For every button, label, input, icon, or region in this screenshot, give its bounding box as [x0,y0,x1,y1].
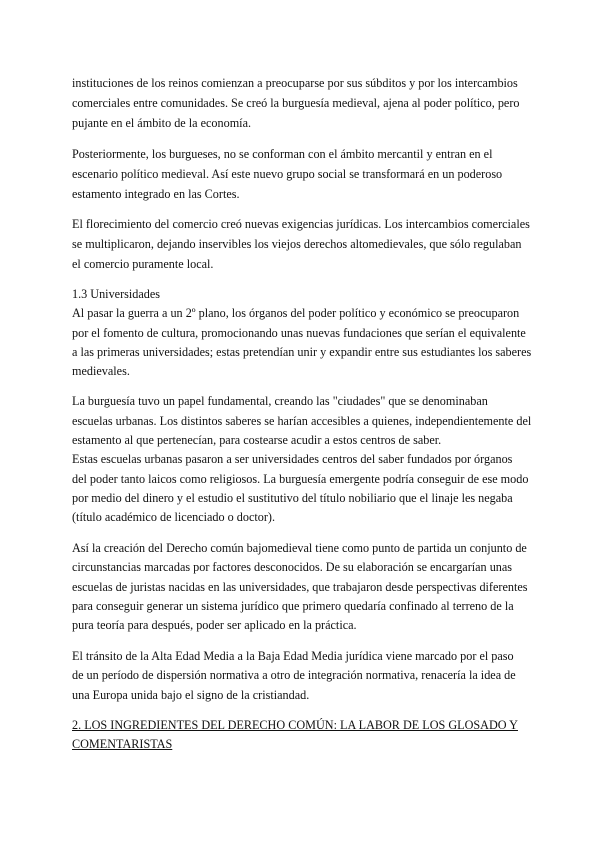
text-line: Al pasar la guerra a un 2º plano, los órganos del poder político y económico se preocuparon [72,306,520,320]
text-line: a las primeras universidades; estas pretendían unir y expandir entre sus estudiantes los saberes [72,345,532,359]
text-line: por el fomento de cultura, promocionando unas nuevas fundaciones que serían el equivalente [72,326,526,340]
text-line: se multiplicaron, dejando inservibles los viejos derechos altomedievales, que sólo regulaban [72,237,522,251]
section-heading-line: COMENTARISTAS [72,737,173,751]
text-line: El florecimiento del comercio creó nuevas exigencias jurídicas. Los intercambios comerciales [72,217,530,231]
text-line: pujante en el ámbito de la economía. [72,116,252,130]
text-line: estamento al que pertenecían, para costearse acudir a estos centros de saber. [72,433,442,447]
text-line: estamento integrado en las Cortes. [72,187,240,201]
text-line: Estas escuelas urbanas pasaron a ser universidades centros del saber fundados por órganos [72,452,513,466]
text-line: medievales. [72,364,130,378]
text-line: del poder tanto laicos como religiosos. La burguesía emergente podría conseguir de ese modo [72,472,529,486]
text-line: comerciales entre comunidades. Se creó la burguesía medieval, ajena al poder político, pero [72,96,520,110]
text-line: para conseguir generar un sistema jurídico que primero quedaría confinado al terreno de la [72,599,514,613]
text-line: el comercio puramente local. [72,257,214,271]
text-line: pura teoría para después, poder ser aplicado en la práctica. [72,618,357,632]
text-line: por medio del dinero y el estudio el sustitutivo del título nobiliario que el linaje les negaba [72,491,513,505]
text-line: (título académico de licenciado o doctor). [72,510,276,524]
text-line: escuelas urbanas. Los distintos saberes se harían accesibles a quienes, independientemente del [72,414,532,428]
text-line: La burguesía tuvo un papel fundamental, creando las "ciudades" que se denominaban [72,394,488,408]
text-line: escenario político medieval. Así este nuevo grupo social se transformará en un poderoso [72,167,503,181]
text-line: instituciones de los reinos comienzan a preocuparse por sus súbditos y por los intercambios [72,76,518,90]
text-line: Posteriormente, los burgueses, no se conforman con el ámbito mercantil y entran en el [72,147,493,161]
text-line: circunstancias marcadas por factores desconocidos. De su elaboración se encargarían unas [72,560,513,574]
subsection-title: 1.3 Universidades [72,287,161,301]
text-line: El tránsito de la Alta Edad Media a la Baja Edad Media jurídica viene marcado por el paso [72,649,514,663]
text-line: de un período de dispersión normativa a otro de integración normativa, renacería la idea de [72,668,516,682]
text-line: una Europa unida bajo el signo de la cristiandad. [72,688,310,702]
section-heading-line: 2. LOS INGREDIENTES DEL DERECHO COMÚN: LA LABOR DE LOS GLOSADO Y [72,718,518,732]
text-line: Así la creación del Derecho común bajomedieval tiene como punto de partida un conjunto de [72,541,527,555]
text-line: escuelas de juristas nacidas en las universidades, que trabajaron desde perspectivas diferentes [72,580,528,594]
